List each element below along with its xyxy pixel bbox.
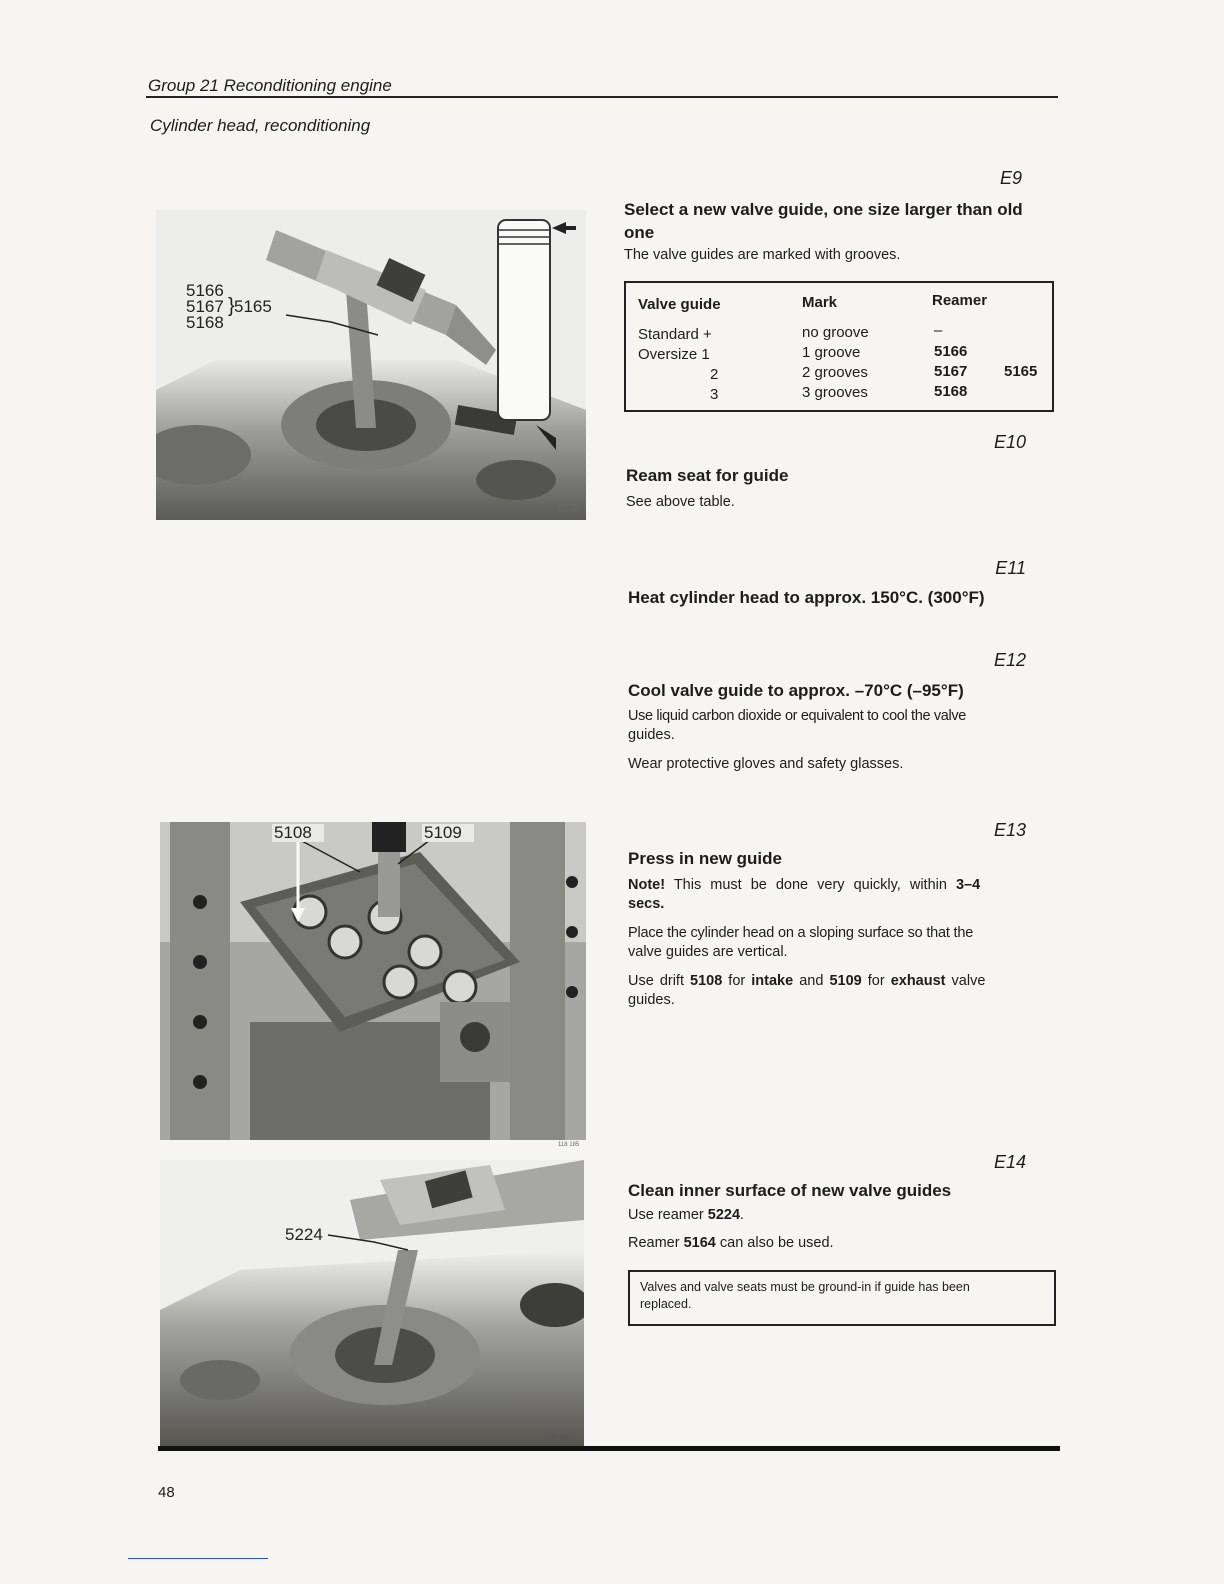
fig1-label-5168: 5168 (186, 313, 224, 332)
step-e13-drift (628, 972, 985, 991)
step-e14-heading: Clean inner surface of new valve guides (628, 1181, 952, 1200)
step-e9-heading-line1: Select a new valve guide, one size larger than old (624, 200, 1023, 219)
fig2-label-5108: 5108 (274, 823, 312, 842)
table-header-valve-guide: Valve guide (638, 296, 721, 313)
step-code-e12: E12 (993, 650, 1026, 670)
drift-intake: intake (751, 973, 794, 989)
regrind-note-box (628, 1270, 1056, 1326)
step-e13-text1-line1: Place the cylinder head on a sloping surface so that the (628, 925, 974, 941)
step-e14-text2 (628, 1234, 834, 1253)
step-e14-text1 (628, 1206, 744, 1225)
step-code-e11: E11 (995, 558, 1026, 578)
step-e13-text1-line2: valve guides are vertical. (628, 944, 788, 960)
step-e9-text: The valve guides are marked with grooves. (624, 247, 901, 263)
table-cell-reamer: 5167 (934, 363, 968, 380)
table-cell-mark: 2 grooves (802, 364, 868, 381)
step-e13-note-line2: secs. (628, 896, 665, 912)
fig3-label-5224: 5224 (285, 1225, 323, 1244)
figure1-labels (156, 210, 586, 520)
step-e10-text: See above table. (626, 494, 735, 510)
drift-text: valve (945, 973, 986, 989)
figure2-labels (160, 822, 586, 1140)
text: . (740, 1207, 745, 1223)
text: can also be used. (715, 1235, 834, 1251)
step-e13-drift-line2: guides. (628, 992, 675, 1008)
tool-number: 5224 (707, 1207, 741, 1223)
drift-text: for (722, 973, 752, 989)
step-e12-text1-line2: guides. (628, 727, 675, 743)
table-cell-reamer-group: 5165 (1004, 363, 1038, 380)
table-cell-reamer: – (934, 322, 943, 339)
drift-text: and (793, 973, 830, 989)
fig1-ref: 132 384 (558, 508, 580, 514)
fig1-label-5167: 5167 (186, 297, 224, 316)
table-header-reamer: Reamer (932, 292, 988, 309)
fig1-label-5166: 5166 (186, 281, 224, 300)
note-line: replaced. (640, 1297, 692, 1311)
page-number: 48 (158, 1484, 175, 1501)
step-e12-text2: Wear protective gloves and safety glasses. (628, 756, 904, 772)
header-group-title: Group 21 Reconditioning engine (148, 76, 392, 95)
tool-number: 5164 (683, 1235, 716, 1251)
step-e13-heading: Press in new guide (628, 849, 782, 868)
figure-cleaning-valve-guide (160, 1160, 584, 1446)
step-e12-heading: Cool valve guide to approx. –70°C (–95°F) (628, 681, 964, 700)
text: Reamer (628, 1235, 684, 1251)
step-e11-heading: Heat cylinder head to approx. 150°C. (300°F) (628, 588, 985, 607)
fig2-ref: 118 185 (558, 1142, 580, 1148)
step-e9-heading-line2: one (624, 223, 655, 242)
footer-underline (128, 1558, 268, 1559)
fig2-label-5109: 5109 (424, 823, 462, 842)
footer-divider (158, 1446, 1060, 1451)
figure-pressing-valve-guide (160, 822, 586, 1140)
figure3-labels (160, 1160, 584, 1446)
table-cell-guide: 3 (710, 386, 719, 403)
header-divider (146, 96, 1058, 98)
fig1-label-5165: 5165 (234, 297, 272, 316)
header-section-title: Cylinder head, reconditioning (150, 116, 371, 135)
table-cell-mark: no groove (802, 324, 869, 341)
table-cell-guide: Oversize 1 (638, 346, 710, 363)
step-code-e9: E9 (999, 168, 1022, 188)
table-cell-reamer: 5166 (934, 343, 968, 360)
step-e13-note (628, 876, 1056, 895)
table-cell-reamer: 5168 (934, 383, 968, 400)
text: Use reamer (628, 1207, 708, 1223)
drift-exhaust-tool: 5109 (829, 973, 862, 989)
step-e12-text1-line1: Use liquid carbon dioxide or equivalent to cool the valve (628, 708, 966, 724)
table-cell-mark: 3 grooves (802, 384, 868, 401)
note-text: This must be done very quickly, within (665, 877, 956, 893)
step-e10-heading: Ream seat for guide (626, 466, 789, 485)
figure-reaming-valve-guide (156, 210, 586, 520)
note-line: Valves and valve seats must be ground-in if guide has been (640, 1280, 970, 1294)
drift-exhaust: exhaust (890, 973, 946, 989)
note-label: Note! (628, 877, 666, 893)
step-code-e14: E14 (993, 1152, 1026, 1172)
step-code-e10: E10 (993, 432, 1026, 452)
step-code-e13: E13 (993, 820, 1026, 840)
drift-text: for (861, 973, 891, 989)
drift-intake-tool: 5108 (690, 973, 723, 989)
svg-text:}: } (228, 295, 235, 317)
drift-text: Use drift (628, 973, 691, 989)
table-cell-guide: Standard + (638, 326, 712, 343)
table-cell-mark: 1 groove (802, 344, 861, 361)
table-cell-guide: 2 (710, 366, 719, 383)
fig3-ref: 132 387 (548, 1436, 570, 1442)
table-header-mark: Mark (802, 294, 838, 311)
note-time: 3–4 (955, 877, 981, 893)
valve-guide-table (624, 281, 1054, 412)
